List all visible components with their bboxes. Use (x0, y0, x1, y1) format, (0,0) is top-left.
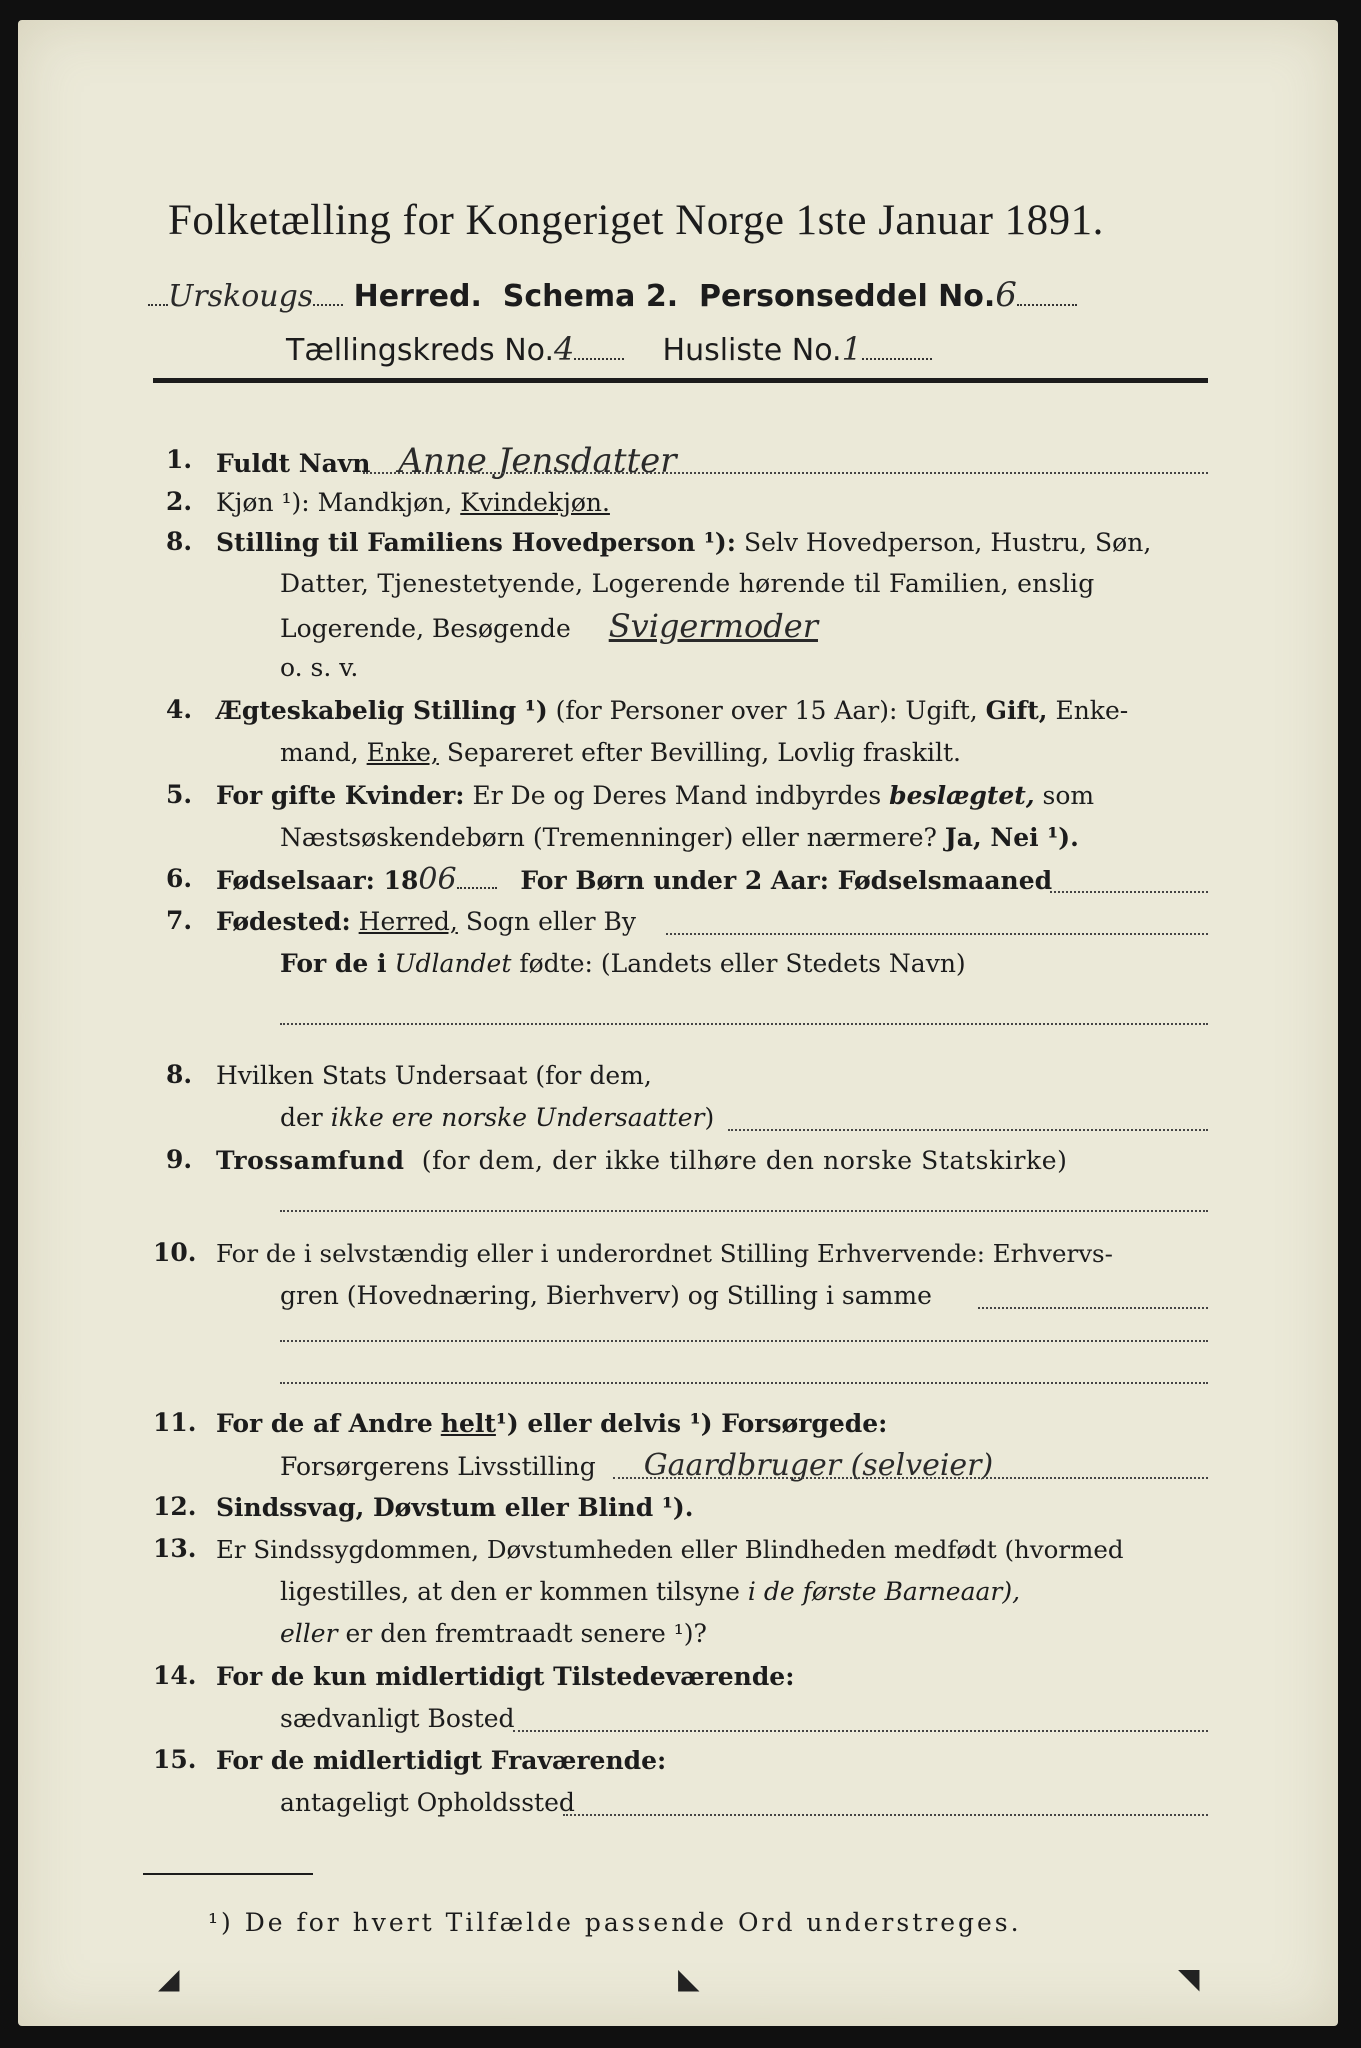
q2-row (216, 487, 610, 519)
q5-som: som (1042, 781, 1095, 810)
q7-rest: Sogn eller By (465, 907, 637, 936)
q14-line2: sædvanligt Bosted (280, 1704, 515, 1733)
corner-mark-right: ◥ (1178, 1962, 1200, 1995)
kreds-value: 4 (554, 330, 575, 368)
q10-dotline-3 (280, 1382, 1208, 1384)
q15-number: 15. (153, 1745, 197, 1774)
q7-udlandet: Udlandet (394, 949, 512, 978)
q4-gift: Gift, (985, 696, 1048, 725)
q5-number: 5. (166, 780, 193, 809)
q10-dotline (978, 1307, 1208, 1309)
q8-dotline (728, 1129, 1208, 1131)
q10-number: 10. (153, 1238, 197, 1267)
q7-number: 7. (166, 906, 193, 935)
q13-number: 13. (153, 1534, 197, 1563)
q3-line4: o. s. v. (280, 653, 359, 682)
q9-row (216, 1145, 1068, 1177)
q11-number: 11. (153, 1408, 197, 1437)
q5-line1: Er De og Deres Mand indbyrdes (472, 781, 882, 810)
personseddel-label: Personseddel No. (699, 279, 996, 314)
census-form-sheet (18, 20, 1338, 2026)
q3-row-3 (280, 607, 818, 645)
q5-line2: Næstsøskendebørn (Tremenninger) eller nærmere? (280, 823, 937, 852)
q5-beslaegtet: beslægtet, (889, 781, 1035, 810)
q7-herred: Herred, (358, 907, 458, 936)
q11-row-1 (216, 1408, 887, 1440)
q10-dotline-2 (280, 1340, 1208, 1342)
q15-dotline (563, 1814, 1208, 1816)
kreds-label: Tællingskreds No. (286, 333, 554, 368)
q6-label: Fødselsaar: 18 (216, 866, 419, 895)
q7-row-2 (280, 948, 966, 980)
q9-label: Trossamfund (216, 1146, 405, 1175)
q15-line2: antageligt Opholdssted (280, 1788, 575, 1817)
q4-enke: Enke, (366, 738, 439, 767)
husliste-value: 1 (841, 330, 862, 368)
q6-row (216, 864, 1052, 897)
q12-number: 12. (153, 1492, 197, 1521)
q1-dotline (363, 472, 1208, 474)
q4-row-1 (216, 695, 1128, 727)
q13-line1: Er Sindssygdommen, Døvstumheden eller Blindheden medfødt (hvormed (216, 1535, 1124, 1564)
header-row-kreds (286, 330, 932, 368)
q3-label: Stilling til Familiens Hovedperson ¹): (216, 528, 736, 557)
q3-row-1 (216, 527, 1151, 559)
q3-line1: Selv Hovedperson, Hustru, Søn, (743, 528, 1152, 557)
q14-dotline (513, 1730, 1208, 1732)
q7-dotline-2 (280, 1023, 1208, 1025)
q5-row-2 (280, 822, 1079, 854)
q1-number: 1. (166, 445, 193, 474)
q11-value: Gaardbruger (selveier) (643, 1448, 994, 1483)
q5-row-1 (216, 780, 1094, 812)
q8-der: der (280, 1103, 323, 1132)
q13-line2a: ligestilles, at den er kommen tilsyne (280, 1577, 740, 1606)
q3-line3: Logerende, Besøgende (280, 614, 571, 643)
q10-line2: gren (Hovednæring, Bierhverv) og Stilling i samme (280, 1281, 932, 1310)
husliste-label: Husliste No. (662, 333, 842, 368)
herred-label: Herred. (353, 279, 482, 314)
q7-for-de-i: For de i (280, 949, 387, 978)
q8-ikke-ere: ikke ere norske Undersaatter (330, 1103, 705, 1132)
personseddel-value: 6 (995, 275, 1017, 315)
q9-number: 9. (166, 1145, 193, 1174)
q1-row (216, 441, 677, 481)
q2-number: 2. (166, 487, 193, 516)
q4-line2: Separeret efter Bevilling, Lovlig fraskilt. (446, 738, 961, 767)
corner-mark-left: ◢ (158, 1962, 180, 1995)
q13-eller: eller (280, 1619, 338, 1648)
q4-enke-m: Enke- (1055, 696, 1129, 725)
q9-dotline (280, 1210, 1208, 1212)
q1-value: Anne Jensdatter (398, 441, 677, 481)
footnote: ¹) De for hvert Tilfælde passende Ord understreges. (208, 1908, 1022, 1937)
q2-kvindekjon: Kvindekjøn. (460, 488, 610, 517)
corner-mark-center: ◣ (678, 1962, 700, 1995)
q11-helt: helt (440, 1409, 496, 1438)
q3-line2: Datter, Tjenestetyende, Logerende hørende til Familien, enslig (280, 569, 1095, 598)
q11-dotline (613, 1477, 1208, 1479)
q6-dotline (1050, 891, 1208, 893)
q7-row-1 (216, 906, 636, 938)
q4-line1: (for Personer over 15 Aar): Ugift, (555, 696, 978, 725)
q8-line1: Hvilken Stats Undersaat (for dem, (216, 1061, 652, 1090)
q11-line2: Forsørgerens Livsstilling (280, 1452, 596, 1481)
q9-rest: (for dem, der ikke tilhøre den norske Statskirke) (421, 1146, 1068, 1175)
q4-number: 4. (166, 695, 193, 724)
header-row-herred (148, 275, 1077, 315)
q4-label: Ægteskabelig Stilling ¹) (216, 696, 548, 725)
q3-number: 8. (166, 527, 193, 556)
q8-number: 8. (166, 1060, 193, 1089)
q15-line1: For de midlertidigt Fraværende: (216, 1746, 667, 1775)
form-title: Folketælling for Kongeriget Norge 1ste Januar 1891. (168, 197, 1104, 244)
q7-line2: fødte: (Landets eller Stedets Navn) (519, 949, 966, 978)
q7-label: Fødested: (216, 907, 351, 936)
footnote-rule (143, 1873, 313, 1875)
q1-label: Fuldt Navn (216, 449, 371, 478)
q4-row-2 (280, 737, 961, 769)
q13-row-2 (280, 1576, 1020, 1608)
q7-dotline (666, 933, 1208, 935)
q14-number: 14. (153, 1661, 197, 1690)
q5-label: For gifte Kvinder: (216, 781, 465, 810)
q5-ja-nei: Ja, Nei ¹). (944, 823, 1079, 852)
q13-line3b: er den fremtraadt senere ¹)? (345, 1619, 707, 1648)
header-rule (153, 378, 1208, 383)
q13-line2b: i de første Barneaar), (747, 1577, 1021, 1606)
q3-value: Svigermoder (608, 607, 818, 645)
q6-number: 6. (166, 864, 193, 893)
q2-label: Kjøn ¹): Mandkjøn, (216, 488, 453, 517)
schema-label: Schema 2. (502, 279, 679, 314)
q8-row-2: der ikke ere norske Undersaatter) (280, 1103, 715, 1132)
q11-line1b: ¹) eller delvis ¹) Forsørgede: (495, 1409, 888, 1438)
q14-line1: For de kun midlertidigt Tilstedeværende: (216, 1662, 795, 1691)
q11-line1a: For de af Andre (216, 1409, 433, 1438)
herred-value: Urskougs (168, 279, 314, 314)
q12-line1: Sindssvag, Døvstum eller Blind ¹). (216, 1493, 694, 1522)
q6-rest: For Børn under 2 Aar: Fødselsmaaned (520, 866, 1053, 895)
q10-line1: For de i selvstændig eller i underordnet Stilling Erhvervende: Erhvervs- (216, 1239, 1113, 1268)
q4-mand: mand, (280, 738, 359, 767)
q6-value: 06 (418, 862, 457, 897)
q13-row-3 (280, 1618, 707, 1650)
